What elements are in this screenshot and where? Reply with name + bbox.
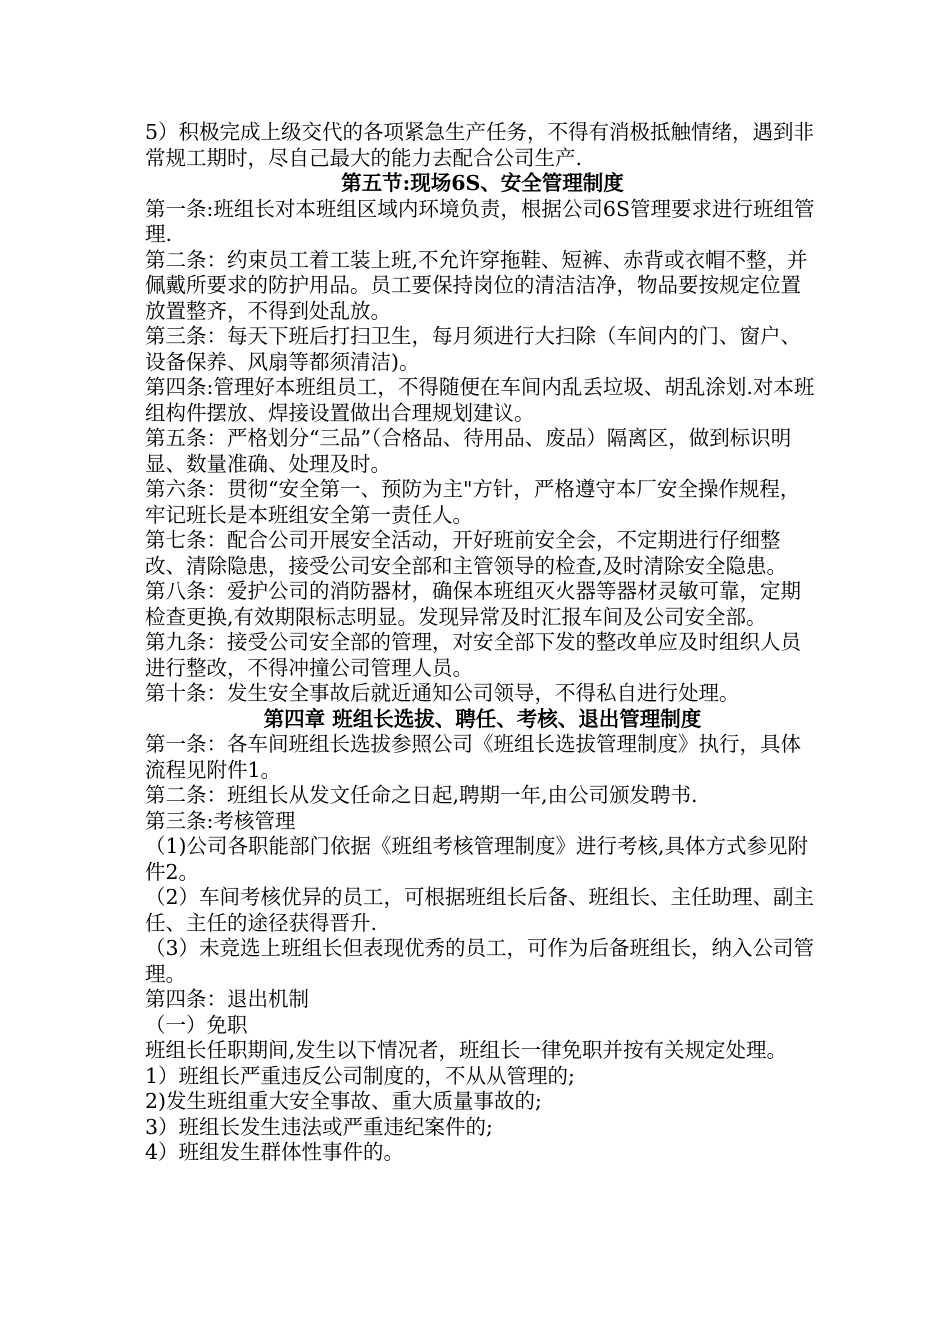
assessment-item-1: （1)公司各职能部门依据《班组考核管理制度》进行考核,具体方式参见附件2。 xyxy=(145,834,809,884)
article-10-paragraph: 第十条：发生安全事故后就近通知公司领导，不得私自进行处理。 xyxy=(145,681,740,705)
section-5-heading: 第五节:现场6S、安全管理制度 xyxy=(341,171,624,195)
dismissal-item-2: 2)发生班组重大安全事故、重大质量事故的; xyxy=(145,1089,542,1113)
ch4-article-2-paragraph: 第二条：班组长从发文任命之日起,聘期一年,由公司颁发聘书. xyxy=(145,783,698,807)
dismissal-item-3: 3）班组长发生违法或严重违纪案件的; xyxy=(145,1114,493,1139)
article-5-paragraph: 第五条：严格划分“三品”（合格品、待用品、废品）隔离区，做到标识明显、数量准确、处理及时。 xyxy=(145,426,792,476)
article-3-paragraph: 第三条：每天下班后打扫卫生，每月须进行大扫除（车间内的门、窗户、设备保养、风扇等都须清洁)。 xyxy=(145,324,801,374)
dismissal-intro-paragraph: 班组长任职期间,发生以下情况者，班组长一律免职并按有关规定处理。 xyxy=(145,1038,788,1062)
article-2-paragraph: 第二条：约束员工着工装上班,不允许穿拖鞋、短裤、赤背或衣帽不整，并佩戴所要求的防护用品。员工要保持岗位的清洁洁净，物品要按规定位置放置整齐，不得到处乱放。 xyxy=(145,247,808,323)
chapter-4-heading: 第四章 班组长选拔、聘任、考核、退出管理制度 xyxy=(263,706,702,731)
ch4-article-1-paragraph: 第一条：各车间班组长选拔参照公司《班组长选拔管理制度》执行，具体流程见附件1。 xyxy=(145,732,801,782)
document-page xyxy=(145,120,820,1166)
item-5-paragraph: 5）积极完成上级交代的各项紧急生产任务，不得有消极抵触情绪，遇到非常规工期时，尽自己最大的能力去配合公司生产. xyxy=(145,120,815,170)
article-7-paragraph: 第七条：配合公司开展安全活动，开好班前安全会，不定期进行仔细整改、清除隐患，接受公司安全部和主管领导的检查,及时清除安全隐患。 xyxy=(145,528,788,578)
dismissal-subheading: （一）免职 xyxy=(145,1012,248,1037)
article-6-paragraph: 第六条：贯彻“安全第一、预防为主"方针，严格遵守本厂安全操作规程，牢记班长是本班组安全第一责任人。 xyxy=(145,477,801,527)
dismissal-item-4: 4）班组发生群体性事件的。 xyxy=(145,1140,405,1164)
dismissal-item-1: 1）班组长严重违反公司制度的，不从从管理的; xyxy=(145,1063,575,1088)
article-8-paragraph: 第八条：爱护公司的消防器材，确保本班组灭火器等器材灵敏可靠，定期检查更换,有效期限标志明显。发现异常及时汇报车间及公司安全部。 xyxy=(145,579,801,629)
article-1-paragraph: 第一条:班组长对本班组区域内环境负责，根据公司6S管理要求进行班组管理. xyxy=(145,196,815,246)
article-4-paragraph: 第四条:管理好本班组员工，不得随便在车间内乱丢垃圾、胡乱涂划.对本班组构件摆放、焊接设置做出合理规划建议。 xyxy=(145,375,815,425)
assessment-item-3: （3）未竞选上班组长但表现优秀的员工，可作为后备班组长，纳入公司管理。 xyxy=(145,936,815,986)
article-9-paragraph: 第九条：接受公司安全部的管理，对安全部下发的整改单应及时组织人员进行整改，不得冲撞公司管理人员。 xyxy=(145,630,801,680)
assessment-item-2: （2）车间考核优异的员工，可根据班组长后备、班组长、主任助理、副主任、主任的途径获得晋升. xyxy=(145,885,815,935)
ch4-article-3-paragraph: 第三条:考核管理 xyxy=(145,808,296,833)
ch4-article-4-paragraph: 第四条：退出机制 xyxy=(145,987,309,1011)
